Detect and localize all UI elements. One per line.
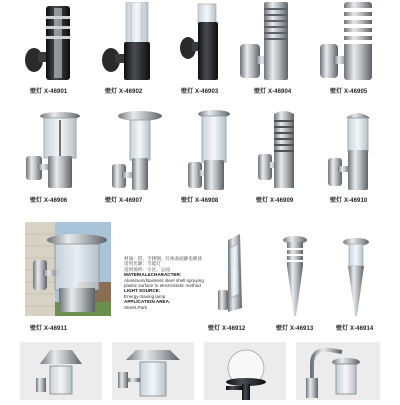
- thumbnail-tile: [20, 342, 102, 400]
- slatted-wall-lamp-icon: [256, 108, 300, 192]
- capped-lantern-wall-lamp-icon: [24, 110, 82, 190]
- ringed-wall-lamp-icon: [318, 0, 380, 82]
- spike-garden-lamp-icon: [280, 234, 310, 318]
- model-label: 壁灯 X-46904: [254, 89, 292, 95]
- thumbnail-tile: [204, 342, 286, 400]
- model-label: 壁灯 X-46913: [276, 326, 314, 332]
- model-label: 壁灯 X-46914: [336, 326, 374, 332]
- model-label: 壁灯 X-46909: [256, 198, 294, 204]
- product-description: [124, 256, 216, 310]
- angled-tube-wall-lamp-icon: [216, 232, 248, 316]
- material-text: plastic surface to electrostatic method: [124, 283, 201, 289]
- model-label: 壁灯 X-46905: [330, 89, 368, 95]
- installed-wall-lamp-photo: [25, 222, 111, 316]
- material-heading: MATERIAL&CHARACTER:: [124, 272, 182, 278]
- application-text: Street,Park: [124, 304, 147, 310]
- application-heading: APPLICATION AREA:: [124, 299, 171, 305]
- thumbnail-tile: [296, 342, 380, 400]
- globe-lamp-icon: [204, 342, 286, 400]
- domed-wall-lamp-icon: [326, 108, 376, 192]
- pyramid-lantern-icon: [20, 342, 102, 400]
- disc-cap-wall-lamp-icon: [110, 110, 166, 192]
- black-cylinder-wall-lamp-icon: [178, 2, 222, 82]
- model-label: 壁灯 X-46908: [181, 198, 219, 204]
- model-label: 壁灯 X-46902: [105, 89, 143, 95]
- model-label: 壁灯 X-46901: [30, 89, 68, 95]
- glass-cylinder-wall-lamp-icon: [186, 108, 234, 192]
- desc-cn-line: 适用光源：节能灯: [124, 261, 161, 267]
- model-label: 壁灯 X-46912: [208, 326, 246, 332]
- ribbed-cylinder-wall-lamp-icon: [24, 2, 74, 82]
- light-heading: LIGHT SOURCE:: [124, 288, 161, 294]
- pagoda-lantern-icon: [112, 342, 194, 400]
- model-label: 壁灯 X-46910: [330, 198, 368, 204]
- desc-cn-line: 材质：铝，不锈钢，灯体表面静电喷涂: [124, 256, 203, 261]
- louvered-wall-lamp-icon: [238, 0, 298, 82]
- light-text: Energy-Saving lamp: [124, 293, 166, 299]
- desc-cn-line: 适用场所：小区，公园: [124, 266, 170, 272]
- model-label: 壁灯 X-46907: [105, 198, 143, 204]
- model-label: 壁灯 X-46911: [30, 326, 68, 332]
- model-label: 壁灯 X-46906: [30, 198, 68, 204]
- cone-garden-lamp-icon: [340, 236, 372, 318]
- thumbnail-tile: [112, 342, 194, 400]
- material-text: Aluminum/stainless steel shell spraying: [124, 277, 204, 283]
- gooseneck-lantern-icon: [296, 342, 380, 400]
- model-label: 壁灯 X-46903: [181, 89, 219, 95]
- clear-cylinder-wall-lamp-icon: [100, 2, 152, 82]
